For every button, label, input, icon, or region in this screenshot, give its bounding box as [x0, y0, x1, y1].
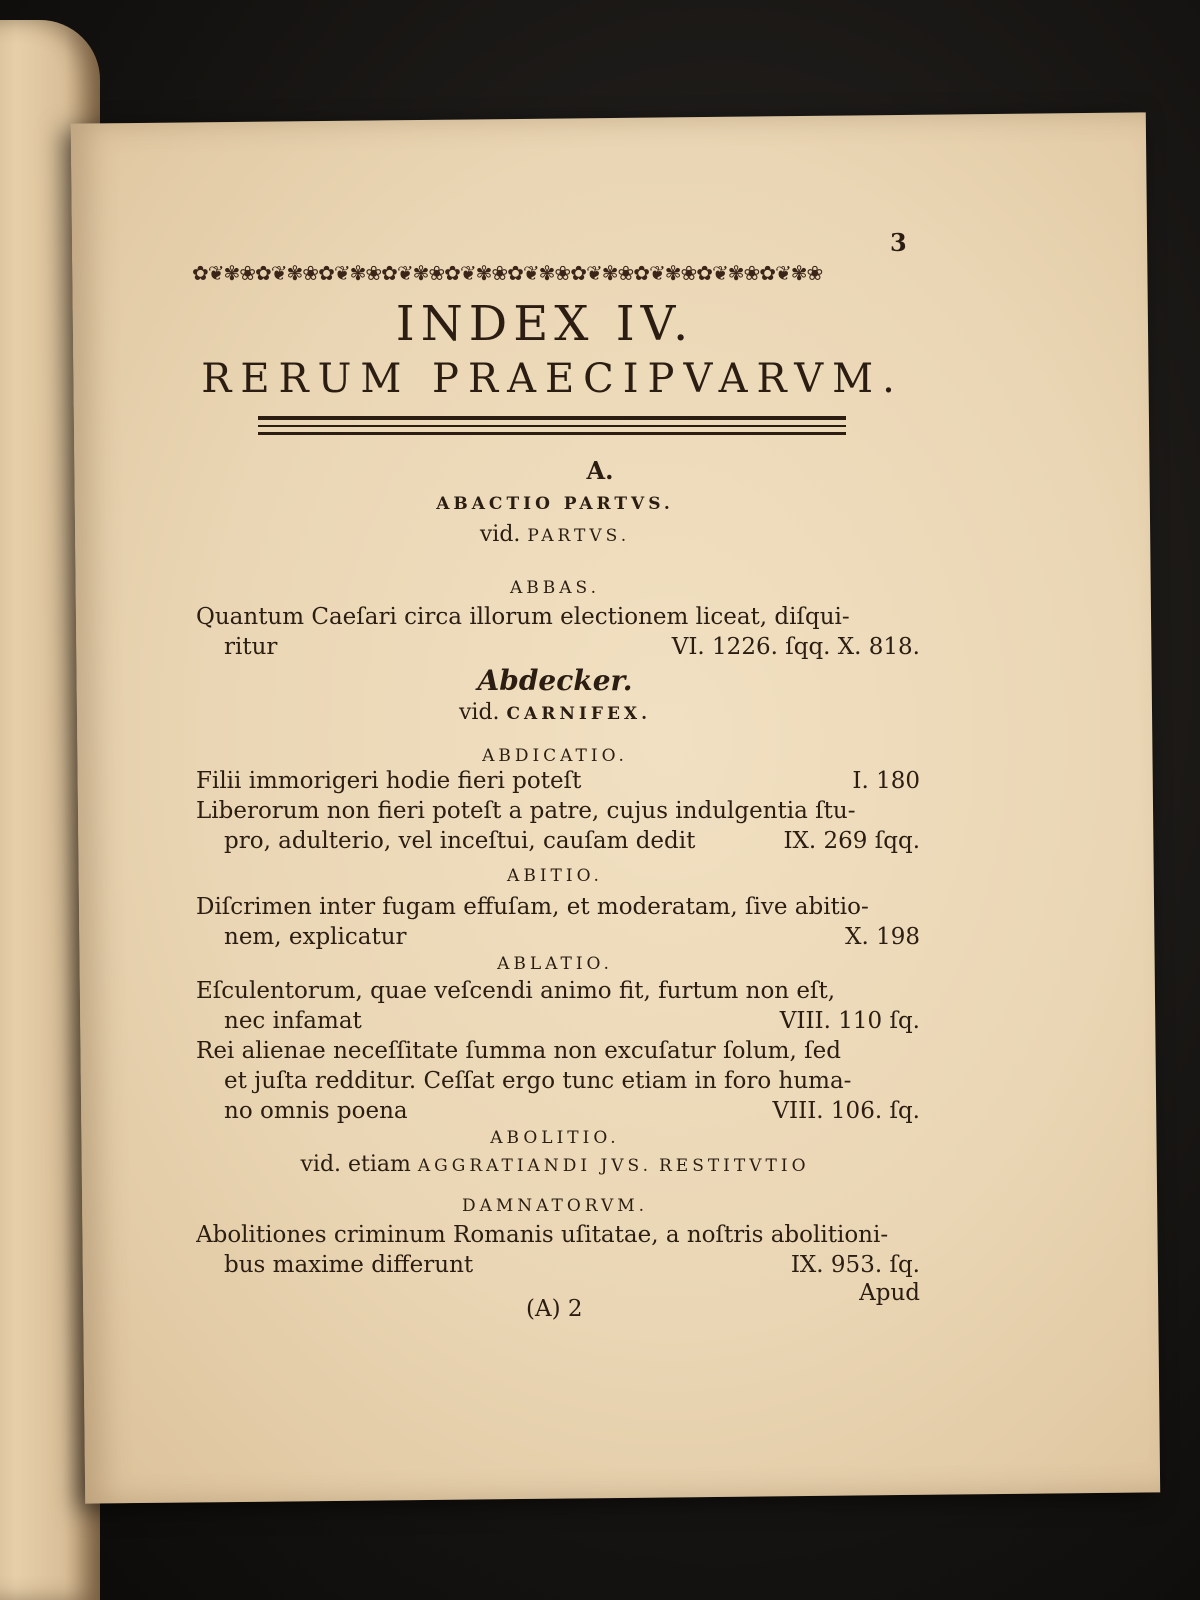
cross-reference-continuation: DAMNATORVM.: [461, 1196, 649, 1216]
entry-heading-abolitio: ABOLITIO.: [490, 1128, 620, 1148]
entry-abitio: [196, 892, 920, 952]
entry-reference: X. 198: [845, 924, 920, 950]
entry-text: pro, adulterio, vel inceſtui, cauſam dedit: [224, 828, 696, 854]
cross-reference-target: AGGRATIANDI JVS.: [417, 1156, 652, 1176]
entry-text: no omnis poena: [224, 1098, 408, 1124]
entry-abolitio: [196, 1220, 920, 1280]
entry-reference: IX. 269 ſqq.: [783, 828, 920, 854]
entry-abbas: [196, 602, 920, 662]
cross-reference-target: RESTITVTIO: [658, 1156, 810, 1176]
index-title: INDEX IV.: [395, 296, 695, 352]
entry-text: Diſcrimen inter fugam effuſam, et moderatam, ſive abitio-: [196, 894, 869, 920]
page-number: 3: [890, 228, 907, 257]
entry-heading-abbas: ABBAS.: [510, 578, 600, 598]
entry-ablatio: [196, 976, 920, 1126]
entry-reference: VI. 1226. ſqq. X. 818.: [671, 634, 920, 660]
entry-text: bus maxime differunt: [224, 1252, 474, 1278]
entry-text: Eſculentorum, quae veſcendi animo fit, furtum non eſt,: [196, 978, 836, 1004]
index-subtitle: RERUM PRAECIPVARVM.: [201, 356, 904, 402]
entry-text: ritur: [224, 634, 278, 660]
cross-reference-abolitio: [195, 1152, 915, 1177]
entry-heading-abdecker: Abdecker.: [477, 664, 633, 697]
ornamental-border: ✿❦✾❀✿❦✾❀✿❦✾❀✿❦✾❀✿❦✾❀✿❦✾❀✿❦✾❀✿❦✾❀✿❦✾❀✿❦✾❀: [192, 261, 823, 285]
entry-heading-ablatio: ABLATIO.: [497, 954, 613, 974]
entry-reference: VIII. 106. ſq.: [772, 1098, 920, 1124]
vid-label: vid.: [458, 700, 500, 725]
cross-reference-target: CARNIFEX.: [506, 704, 652, 724]
title-rule-thin: [258, 425, 846, 427]
vid-label: vid. etiam: [300, 1152, 411, 1177]
entry-text: nem, explicatur: [224, 924, 407, 950]
entry-text: et juſta redditur. Ceſſat ergo tunc etiam in foro huma-: [224, 1068, 852, 1094]
cross-reference-abactio: [195, 522, 915, 547]
entry-reference: I. 180: [852, 768, 920, 794]
cross-reference-target: PARTVS.: [527, 526, 631, 546]
entry-text: Liberorum non fieri poteſt a patre, cujus indulgentia ſtu-: [196, 798, 856, 824]
entry-reference: IX. 953. ſq.: [790, 1252, 920, 1278]
vid-label: vid.: [479, 522, 521, 547]
entry-text: Abolitiones criminum Romanis uſitatae, a noſtris abolitioni-: [196, 1222, 889, 1248]
signature-mark: (A) 2: [526, 1296, 583, 1322]
entry-abdicatio: [196, 766, 920, 856]
title-rule-lower: [258, 432, 846, 435]
catchword: Apud: [859, 1280, 920, 1306]
entry-heading-abitio: ABITIO.: [507, 866, 603, 886]
entry-reference: VIII. 110 ſq.: [779, 1008, 920, 1034]
entry-text: Filii immorigeri hodie fieri poteſt: [196, 768, 582, 794]
entry-text: Quantum Caeſari circa illorum electionem liceat, diſqui-: [196, 604, 850, 630]
cross-reference-abdecker: [195, 700, 915, 725]
entry-heading-abactio: ABACTIO PARTVS.: [436, 494, 674, 514]
title-rule-thick: [258, 416, 846, 420]
entry-heading-abdicatio: ABDICATIO.: [482, 746, 628, 766]
section-letter: A.: [586, 456, 614, 485]
entry-text: Rei alienae neceſſitate ſumma non excuſatur ſolum, ſed: [196, 1038, 841, 1064]
entry-text: nec infamat: [224, 1008, 362, 1034]
